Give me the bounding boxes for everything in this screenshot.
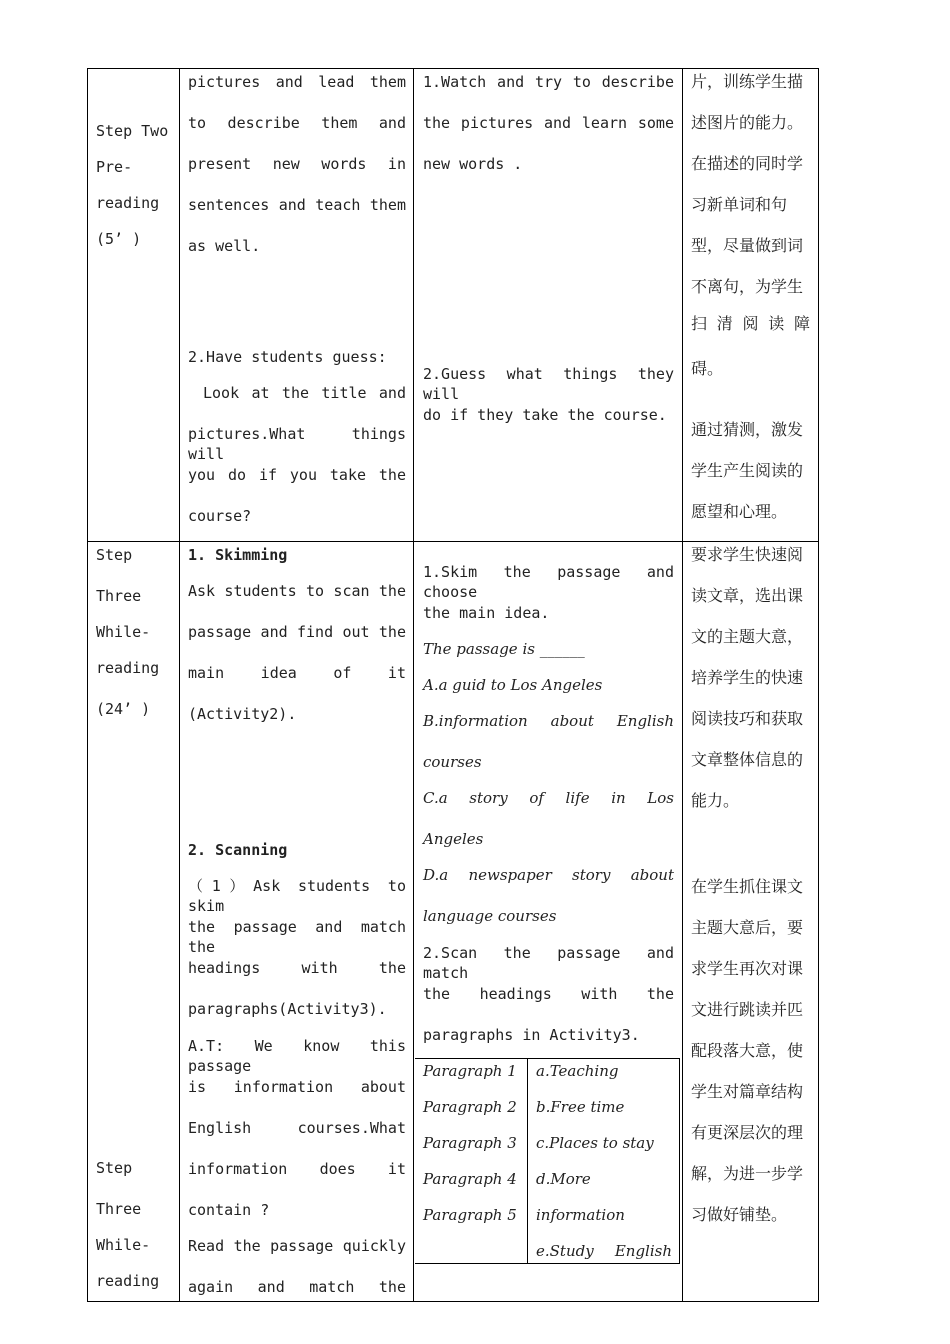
text-line: 在学生抓住课文 xyxy=(691,877,804,896)
text-line: 习新单词和句 xyxy=(691,195,788,214)
text-line: 通过猜测，激发 xyxy=(691,420,804,439)
text-line: information does it xyxy=(188,1160,406,1178)
step-time: (24’ ) xyxy=(96,700,151,718)
text-line: 1.Watch and try to describe xyxy=(423,73,674,91)
text-line: language courses xyxy=(423,907,557,925)
text-line: 读文章，选出课 xyxy=(691,586,804,605)
text-line: 学生产生阅读的 xyxy=(691,461,804,480)
text-line: is information about xyxy=(188,1078,406,1096)
text-line: The passage is ______ xyxy=(423,640,585,658)
text-line: Read the passage quickly xyxy=(188,1237,406,1255)
text-line: 解，为进一步学 xyxy=(691,1164,804,1183)
step-label: While- xyxy=(96,623,151,641)
text-line: 培养学生的快速 xyxy=(691,668,804,687)
text-line: 碍。 xyxy=(691,359,724,378)
matching-table-bottom xyxy=(415,1263,680,1264)
text-line: paragraphs in Activity3. xyxy=(423,1026,640,1044)
text-line: again and match the xyxy=(188,1278,406,1296)
text-line: A.T: We know this passage xyxy=(188,1037,406,1075)
text-line: 求学生再次对课 xyxy=(691,959,804,978)
text-line: 2.Guess what things they will xyxy=(423,365,674,403)
match-heading: e.Study English xyxy=(536,1242,672,1260)
matching-table-right xyxy=(679,1058,680,1264)
text-line: present new words in xyxy=(188,155,406,173)
text-line: the passage and match the xyxy=(188,918,406,956)
step-label: Step xyxy=(96,1159,133,1177)
match-heading: b.Free time xyxy=(536,1098,625,1116)
matching-table-divider xyxy=(527,1058,528,1264)
text-line: the main idea. xyxy=(423,604,550,622)
match-paragraph: Paragraph 4 xyxy=(423,1170,517,1188)
match-paragraph: Paragraph 5 xyxy=(423,1206,517,1224)
text-line: English courses.What xyxy=(188,1119,406,1137)
text-line: 有更深层次的理 xyxy=(691,1123,804,1142)
step-label: reading xyxy=(96,659,160,677)
text-line: pictures and lead them xyxy=(188,73,406,91)
text-line: 阅读技巧和获取 xyxy=(691,709,804,728)
column-divider xyxy=(179,68,180,1302)
text-line: 文的主题大意， xyxy=(691,627,804,646)
text-line: main idea of it xyxy=(188,664,406,682)
matching-table-top xyxy=(415,1058,680,1059)
answer-option: C.a story of life in Los xyxy=(423,789,674,807)
text-line: 要求学生快速阅 xyxy=(691,545,804,564)
step-label: Pre- xyxy=(96,158,133,176)
column-divider xyxy=(682,68,683,1302)
text-line: 片，训练学生描 xyxy=(691,72,804,91)
answer-option: A.a guid to Los Angeles xyxy=(423,676,603,694)
text-line: (Activity2). xyxy=(188,705,297,723)
text-line: as well. xyxy=(188,237,261,255)
answer-option: B.information about English xyxy=(423,712,674,730)
text-line: passage and find out the xyxy=(188,623,406,641)
row-divider xyxy=(87,541,819,542)
text-line: courses xyxy=(423,753,482,771)
step-label: Three xyxy=(96,587,142,605)
match-paragraph: Paragraph 1 xyxy=(423,1062,517,1080)
text-line: 学生对篇章结构 xyxy=(691,1082,804,1101)
step-label: reading xyxy=(96,194,160,212)
match-paragraph: Paragraph 2 xyxy=(423,1098,517,1116)
step-label: Step xyxy=(96,546,133,564)
match-heading: d.More xyxy=(536,1170,591,1188)
step-label: Three xyxy=(96,1200,142,1218)
text-line: 1.Skim the passage and choose xyxy=(423,563,674,601)
text-line: 主题大意后，要 xyxy=(691,918,804,937)
text-line: do if they take the course. xyxy=(423,406,667,424)
match-paragraph: Paragraph 3 xyxy=(423,1134,517,1152)
text-line: 文章整体信息的 xyxy=(691,750,804,769)
text-line: 在描述的同时学 xyxy=(691,154,804,173)
step-time: (5’ ) xyxy=(96,230,142,248)
step-label: Step Two xyxy=(96,122,169,140)
text-line: 能力。 xyxy=(691,791,740,810)
text-line: 文进行跳读并匹 xyxy=(691,1000,804,1019)
section-heading: 2. Scanning xyxy=(188,841,288,859)
text-line: Angeles xyxy=(423,830,484,848)
text-line: 2.Have students guess: xyxy=(188,348,387,366)
answer-option: D.a newspaper story about xyxy=(423,866,674,884)
text-line: 愿望和心理。 xyxy=(691,502,788,521)
text-line: you do if you take the xyxy=(188,466,406,484)
text-line: new words . xyxy=(423,155,523,173)
text-line: 习做好铺垫。 xyxy=(691,1205,788,1224)
table-border-right xyxy=(818,68,819,1302)
table-border-top xyxy=(87,68,819,69)
text-line: Ask students to scan the xyxy=(188,582,406,600)
text-line: 型，尽量做到词 xyxy=(691,236,804,255)
text-line: 述图片的能力。 xyxy=(691,113,804,132)
match-heading: c.Places to stay xyxy=(536,1134,654,1152)
text-line: to describe them and xyxy=(188,114,406,132)
text-line: 2.Scan the passage and match xyxy=(423,944,674,982)
text-line: paragraphs(Activity3). xyxy=(188,1000,387,1018)
text-line: pictures.What things will xyxy=(188,425,406,463)
text-line: Look at the title and xyxy=(203,384,406,402)
text-line: （1）Ask students to skim xyxy=(188,877,406,915)
text-line: sentences and teach them xyxy=(188,196,406,214)
text-line: contain ? xyxy=(188,1201,270,1219)
match-heading: information xyxy=(536,1206,625,1224)
step-label: While- xyxy=(96,1236,151,1254)
text-line: 不离句，为学生 xyxy=(691,277,804,296)
text-line: 扫 清 阅 读 障 xyxy=(691,314,810,333)
step-label: reading xyxy=(96,1272,160,1290)
table-border-bottom xyxy=(87,1301,819,1302)
section-heading: 1. Skimming xyxy=(188,546,288,564)
text-line: the pictures and learn some xyxy=(423,114,674,132)
text-line: the headings with the xyxy=(423,985,674,1003)
text-line: 配段落大意，使 xyxy=(691,1041,804,1060)
table-border-left xyxy=(87,68,88,1302)
column-divider xyxy=(413,68,414,1302)
match-heading: a.Teaching xyxy=(536,1062,619,1080)
text-line: headings with the xyxy=(188,959,406,977)
text-line: course? xyxy=(188,507,252,525)
